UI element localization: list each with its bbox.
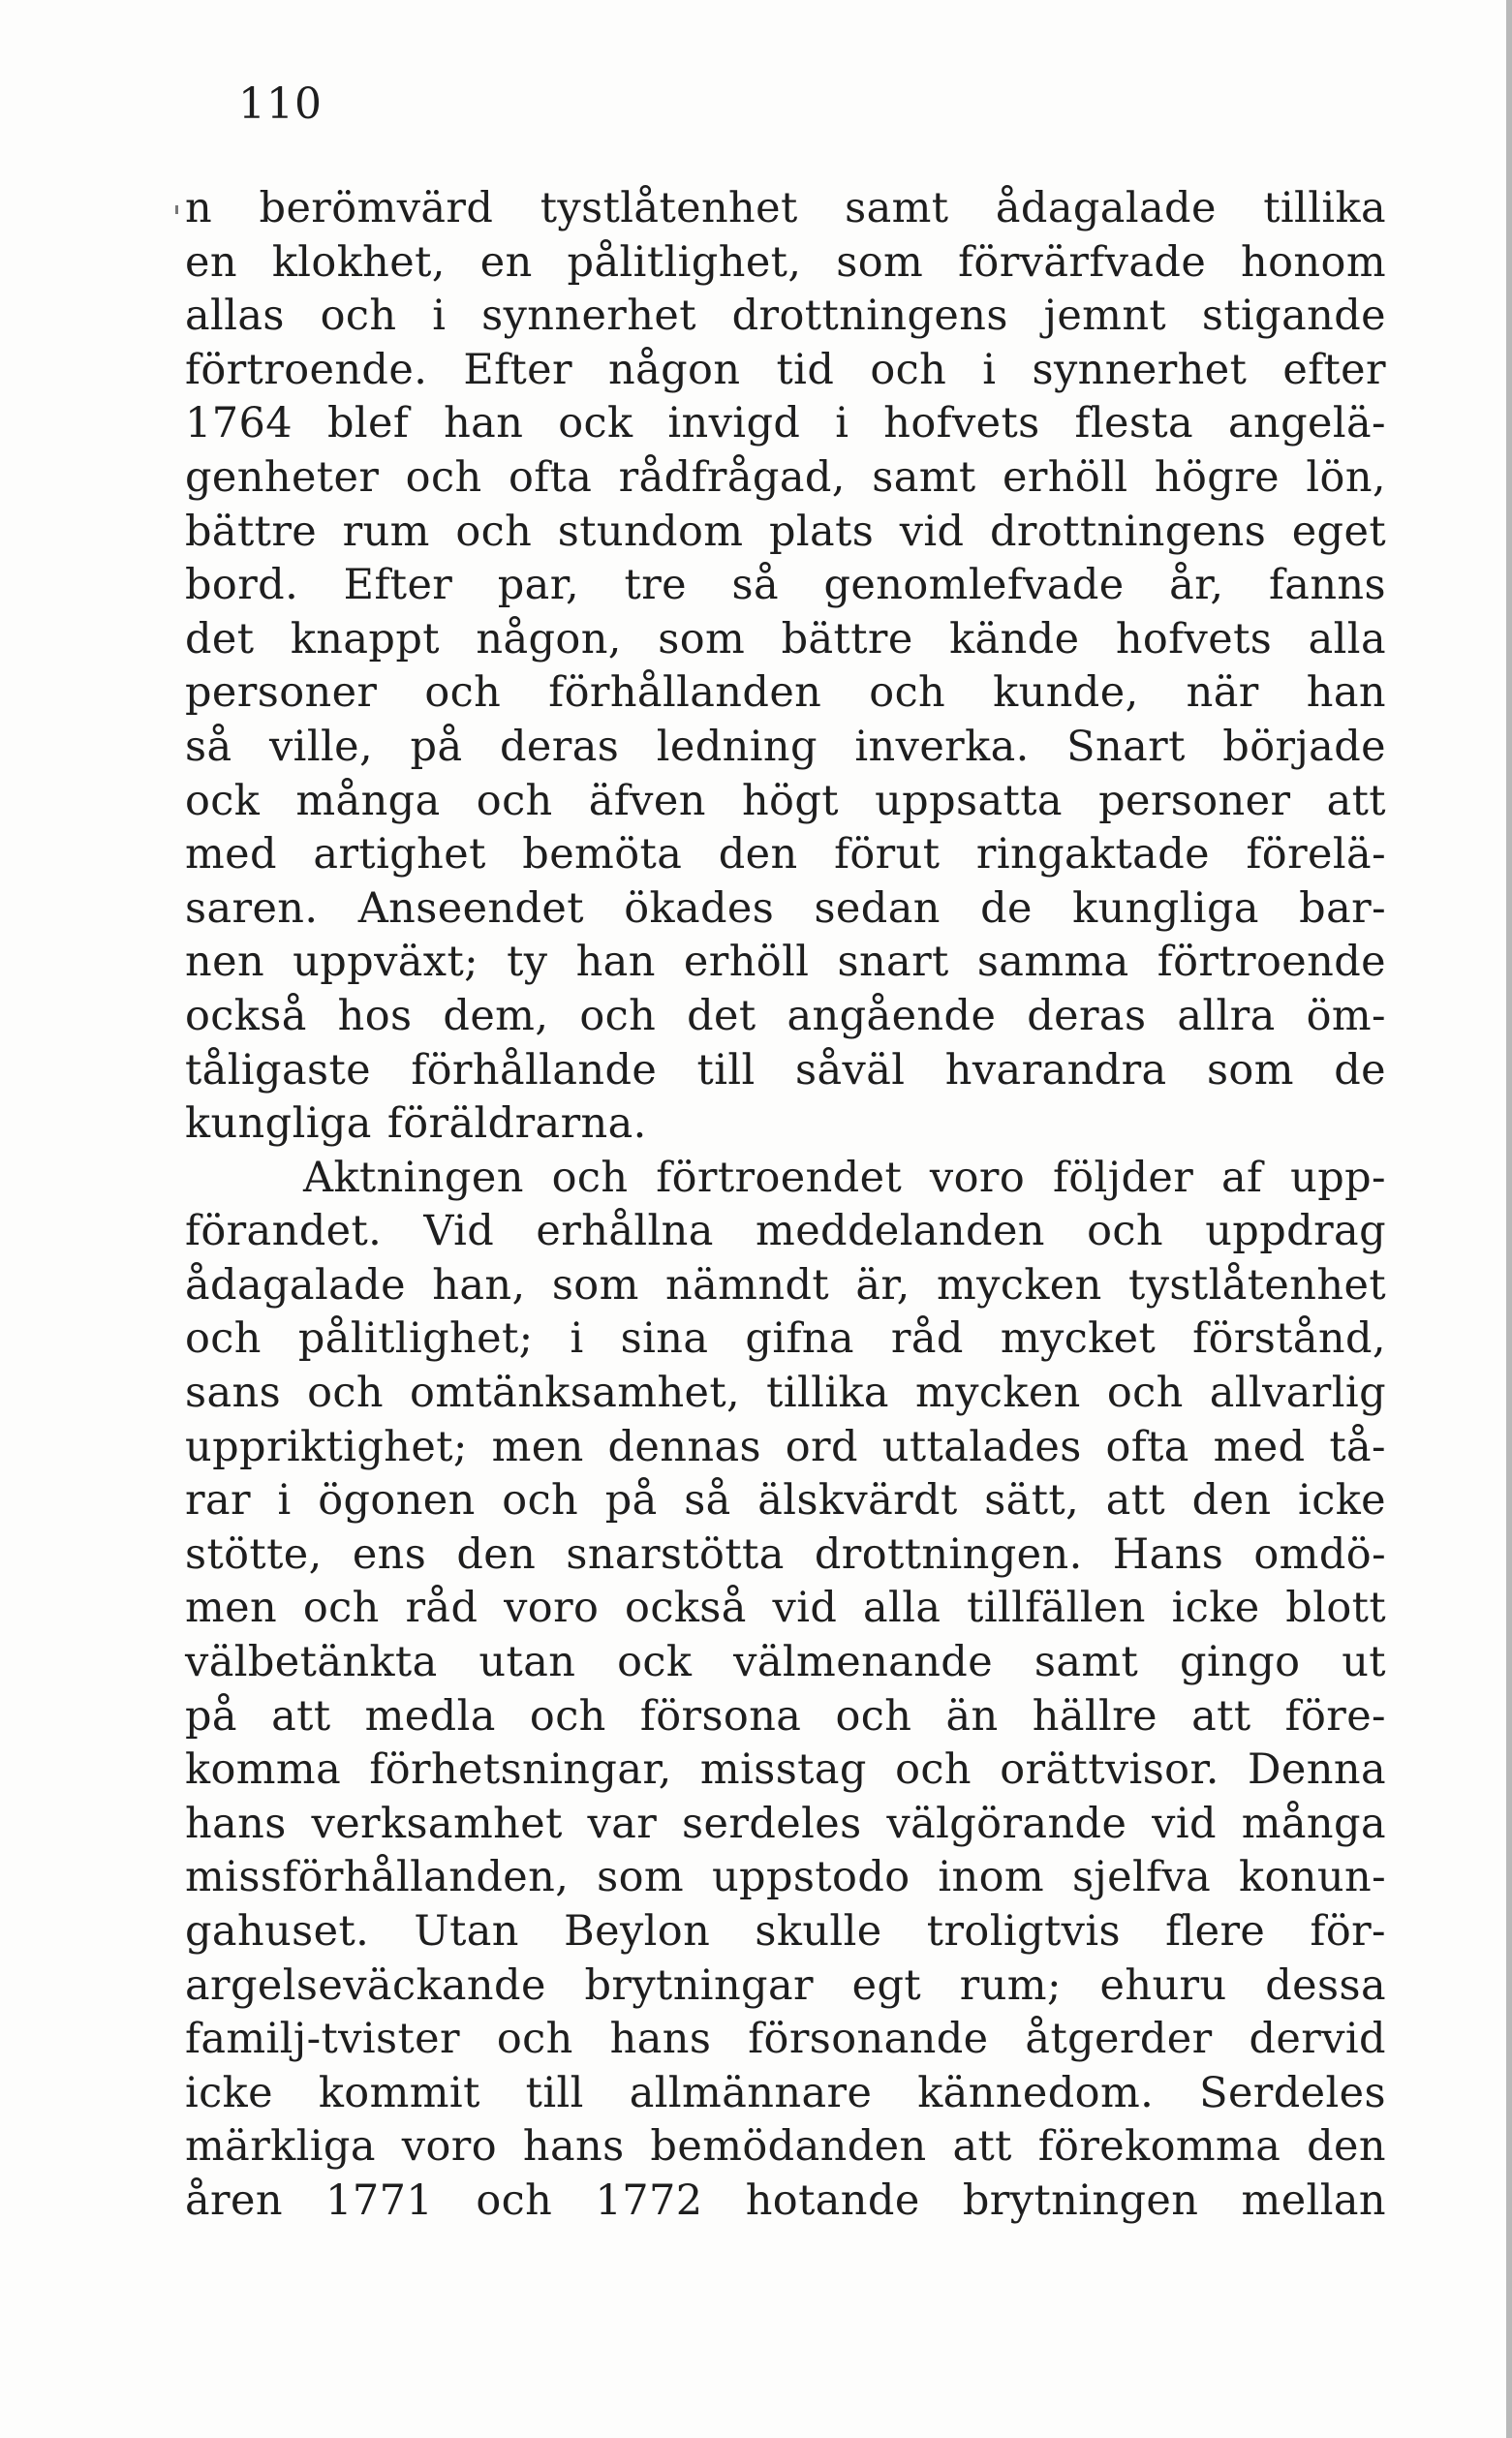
text-line: så ville, på deras ledning inverka. Snart började bbox=[185, 722, 1386, 771]
text-line: åren 1771 och 1772 hotande brytningen mellan bbox=[185, 2176, 1386, 2225]
margin-mark bbox=[175, 205, 178, 214]
text-line: ock många och äfven högt uppsatta personer att bbox=[185, 776, 1386, 825]
text-line: nen uppväxt; ty han erhöll snart samma förtroende bbox=[185, 938, 1386, 987]
text-line: allas och i synnerhet drottningens jemnt stigande bbox=[185, 292, 1386, 341]
text-line: rar i ögonen och på så älskvärdt sätt, att den icke bbox=[185, 1476, 1386, 1526]
text-line: med artighet bemöta den förut ringaktade förelä- bbox=[185, 830, 1386, 880]
text-line: bord. Efter par, tre så genomlefvade år, fanns bbox=[185, 561, 1386, 610]
text-line: argelseväckande brytningar egt rum; ehuru dessa bbox=[185, 1960, 1386, 2010]
text-line: genheter och ofta rådfrågad, samt erhöll högre lön, bbox=[185, 452, 1386, 502]
text-line: saren. Anseendet ökades sedan de kungliga bar- bbox=[185, 883, 1386, 933]
text-line: välbetänkta utan ock välmenande samt gingo ut bbox=[185, 1638, 1386, 1687]
text-line: uppriktighet; men dennas ord uttalades ofta med tå- bbox=[185, 1422, 1386, 1471]
page-edge bbox=[1506, 0, 1512, 2438]
text-line: stötte, ens den snarstötta drottningen. Hans omdö- bbox=[185, 1529, 1386, 1579]
text-line: ådagalade han, som nämndt är, mycken tystlåtenhet bbox=[185, 1260, 1386, 1310]
text-line: på att medla och försona och än hällre att före- bbox=[185, 1691, 1386, 1741]
text-line: tåligaste förhållande till såväl hvarandra som de bbox=[185, 1045, 1386, 1095]
text-line: hans verksamhet var serdeles välgörande vid många bbox=[185, 1799, 1386, 1848]
text-line: kungliga föräldrarna. bbox=[185, 1099, 647, 1149]
text-line: familj-tvister och hans försonande åtgerder dervid bbox=[185, 2015, 1386, 2064]
text-line: och pålitlighet; i sina gifna råd mycket förstånd, bbox=[185, 1314, 1386, 1364]
text-line: det knappt någon, som bättre kände hofvets alla bbox=[185, 614, 1386, 664]
text-line: gahuset. Utan Beylon skulle troligtvis flere för- bbox=[185, 1907, 1386, 1956]
text-line: en klokhet, en pålitlighet, som förvärfvade honom bbox=[185, 237, 1386, 287]
text-line: icke kommit till allmännare kännedom. Serdeles bbox=[185, 2068, 1386, 2117]
text-line: förandet. Vid erhållna meddelanden och uppdrag bbox=[185, 1207, 1386, 1256]
text-line: missförhållanden, som uppstodo inom sjelfva konun- bbox=[185, 1853, 1386, 1902]
text-line: komma förhetsningar, misstag och orättvisor. Denna bbox=[185, 1745, 1386, 1795]
text-line: förtroende. Efter någon tid och i synnerhet efter bbox=[185, 345, 1386, 394]
text-line: märkliga voro hans bemödanden att förekomma den bbox=[185, 2122, 1386, 2172]
text-line: men och råd voro också vid alla tillfällen icke blott bbox=[185, 1584, 1386, 1633]
text-line: 1764 blef han ock invigd i hofvets flesta angelä- bbox=[185, 399, 1386, 448]
text-line: sans och omtänksamhet, tillika mycken och allvarlig bbox=[185, 1369, 1386, 1418]
body-text bbox=[185, 182, 1386, 2229]
page-number: 110 bbox=[238, 79, 323, 129]
text-line: personer och förhållanden och kunde, när han bbox=[185, 668, 1386, 718]
text-line: n berömvärd tystlåtenhet samt ådagalade tillika bbox=[185, 184, 1386, 232]
text-line: också hos dem, och det angående deras allra öm- bbox=[185, 991, 1386, 1040]
text-line: Aktningen och förtroendet voro följder af upp- bbox=[303, 1153, 1386, 1202]
text-line: bättre rum och stundom plats vid drottningens eget bbox=[185, 507, 1386, 556]
